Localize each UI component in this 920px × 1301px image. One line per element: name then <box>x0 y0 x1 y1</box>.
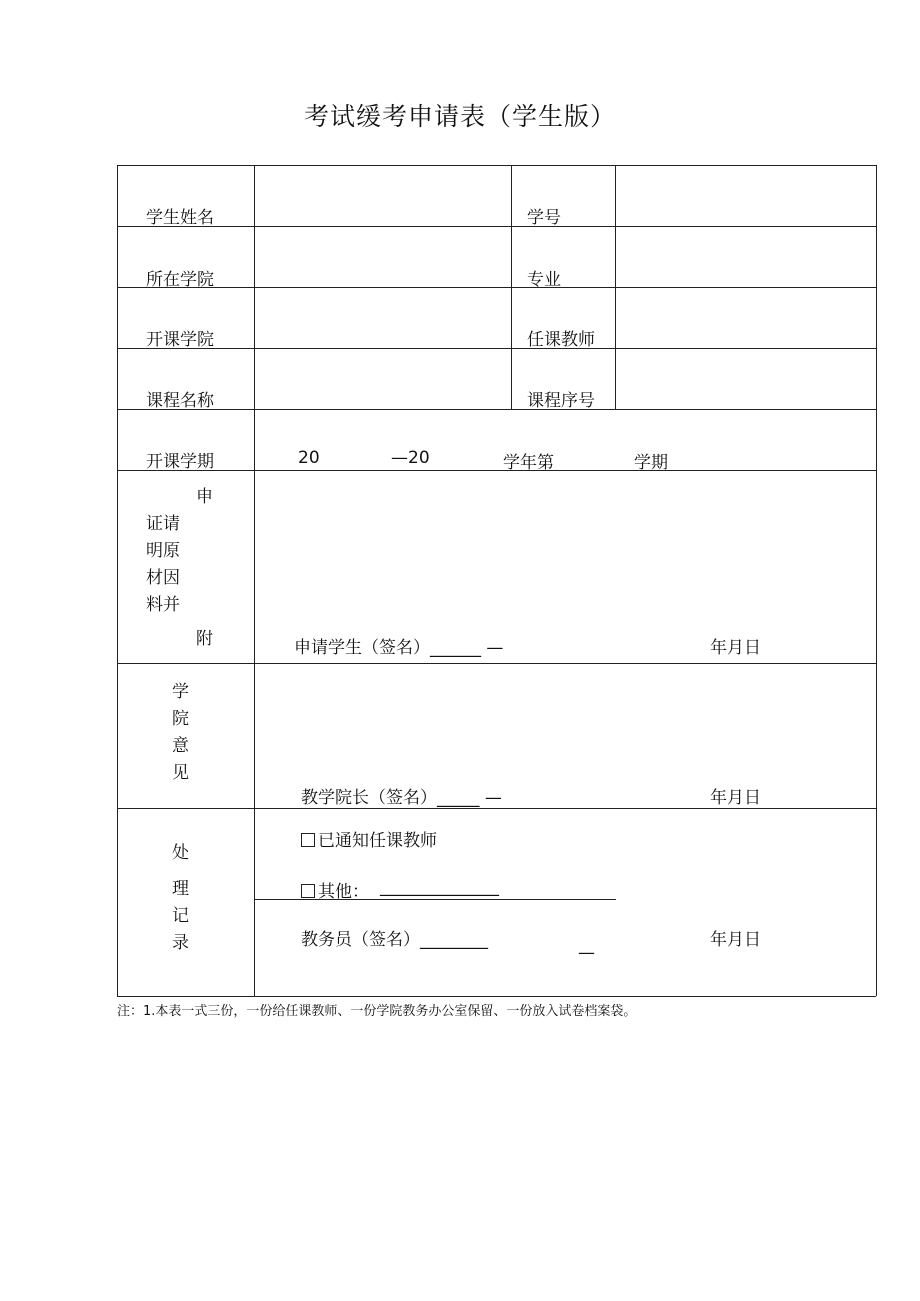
page-title: 考试缓考申请表（学生版） <box>303 102 616 131</box>
option-notified-teacher[interactable]: 已通知任课教师 <box>301 826 437 851</box>
dean-date[interactable]: 年月日 <box>710 788 761 808</box>
reason-label-tail: 附 <box>196 629 213 649</box>
checkbox-icon[interactable] <box>301 884 315 898</box>
label-course-seq: 课程序号 <box>527 391 595 411</box>
applicant-signature[interactable]: 申请学生（签名）______ — <box>294 638 504 658</box>
row-divider <box>117 470 876 471</box>
semester-year-label: 学年第 <box>503 453 554 473</box>
option-other[interactable]: 其他： <box>301 877 369 902</box>
label-college: 所在学院 <box>146 270 214 290</box>
row-divider <box>117 808 876 809</box>
label-student-name: 学生姓名 <box>146 208 214 228</box>
label-course-college: 开课学院 <box>146 330 214 350</box>
semester-year-start: 20 <box>298 448 320 468</box>
dean-signature[interactable]: 教学院长（签名）_____ — <box>301 788 502 808</box>
column-divider <box>254 165 255 996</box>
row-divider <box>117 409 876 410</box>
label-teacher: 任课教师 <box>527 330 595 350</box>
label-course-name: 课程名称 <box>146 391 214 411</box>
record-label: 处 理 记 录 <box>172 843 189 953</box>
college-opinion-label: 学 院 意 见 <box>172 682 189 783</box>
table-border-top <box>117 165 876 166</box>
label-student-id: 学号 <box>527 208 561 228</box>
semester-year-end: —20 <box>391 448 430 468</box>
label-major: 专业 <box>527 270 561 290</box>
clerk-date[interactable]: 年月日 <box>710 930 761 950</box>
label-semester: 开课学期 <box>146 452 214 472</box>
checkbox-icon[interactable] <box>301 833 315 847</box>
applicant-date[interactable]: 年月日 <box>710 638 761 658</box>
reason-label-col2: 申 请 原 因 并 <box>163 487 213 615</box>
semester-term-label: 学期 <box>634 453 668 473</box>
column-divider <box>615 165 616 409</box>
table-border-right <box>876 165 877 996</box>
table-border-left <box>117 165 118 996</box>
row-divider <box>117 663 876 664</box>
reason-label-col1: 证 明 材 料 <box>146 514 163 615</box>
clerk-signature[interactable]: 教务员（签名）________ <box>301 930 488 950</box>
footnote: 注：1.本表一式三份，一份给任课教师、一份学院教务办公室保留、一份放入试卷档案袋。 <box>117 1004 637 1019</box>
row-divider <box>117 348 876 349</box>
row-divider <box>117 287 876 288</box>
other-input-line[interactable]: ______________ <box>380 877 499 897</box>
clerk-dash: — <box>578 943 595 963</box>
row-divider <box>117 226 876 227</box>
table-border-bottom <box>117 996 876 997</box>
column-divider <box>511 165 512 409</box>
